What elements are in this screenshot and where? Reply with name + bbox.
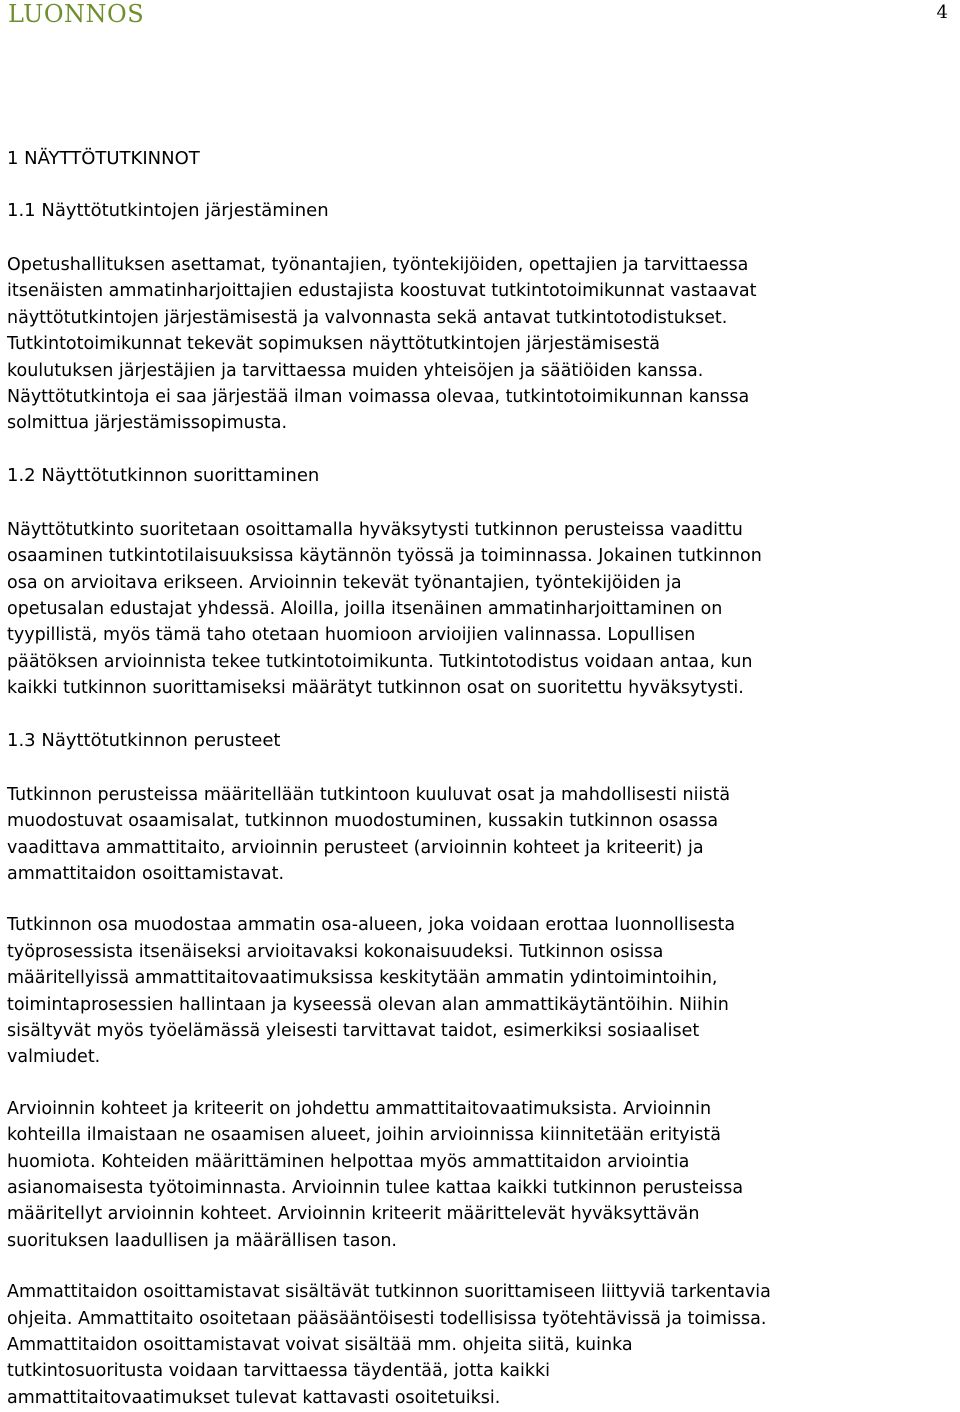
text-line: Tutkinnon perusteissa määritellään tutkintoon kuuluvat osat ja mahdollisesti niistä — [7, 784, 731, 805]
text-line: määritellyt arvioinnin kohteet. Arvioinnin kriteerit määrittelevät hyväksyttävän — [7, 1204, 700, 1225]
text-line: ohjeita. Ammattitaito osoitetaan pääsääntöisesti todellisissa työtehtävissä ja toimissa. — [7, 1308, 767, 1329]
paragraph-completion — [7, 517, 955, 702]
paragraph-demonstration — [7, 1279, 955, 1411]
text-line: huomiota. Kohteiden määrittäminen helpottaa myös ammattitaidon arviointia — [7, 1151, 690, 1172]
paragraph-organizing — [7, 252, 955, 437]
text-line: solmittua järjestämissopimusta. — [7, 413, 288, 434]
text-line: muodostuvat osaamisalat, tutkinnon muodostuminen, kussakin tutkinnon osassa — [7, 811, 719, 832]
paragraph-unit — [7, 912, 955, 1070]
text-line: Tutkintotoimikunnat tekevät sopimuksen näyttötutkintojen järjestämisestä — [7, 334, 660, 355]
text-line: osaaminen tutkintotilaisuuksissa käytännön työssä ja toiminnassa. Jokainen tutkinnon — [7, 546, 762, 567]
text-line: opetusalan edustajat yhdessä. Aloilla, joilla itsenäinen ammatinharjoittaminen on — [7, 599, 723, 620]
paragraph-basis — [7, 782, 955, 888]
text-line: kaikki tutkinnon suorittamiseksi määrätyt tutkinnon osat on suoritettu hyväksytysti. — [7, 678, 744, 699]
paragraph-assessment — [7, 1096, 955, 1254]
text-line: Arvioinnin kohteet ja kriteerit on johdettu ammattitaitovaatimuksista. Arvioinnin — [7, 1098, 712, 1119]
text-line: Opetushallituksen asettamat, työnantajien, työntekijöiden, opettajien ja tarvittaessa — [7, 255, 749, 275]
text-line: näyttötutkintojen järjestämisestä ja valvonnasta sekä antavat tutkintotodistukset. — [7, 307, 728, 328]
text-line: toimintaprosessien hallintaan ja kyseessä olevan alan ammattikäytäntöihin. Niihin — [7, 994, 729, 1015]
section-heading-1: 1 NÄYTTÖTUTKINNOT — [7, 148, 200, 169]
text-line: tutkintosuoritusta voidaan tarvittaessa täydentää, jotta kaikki — [7, 1361, 550, 1382]
text-line: Näyttötutkinto suoritetaan osoittamalla hyväksytysti tutkinnon perusteissa vaadittu — [7, 519, 743, 540]
document-status-title: LUONNOS — [8, 0, 145, 28]
section-heading-1-2: 1.2 Näyttötutkinnon suorittaminen — [7, 464, 320, 486]
section-heading-1-1: 1.1 Näyttötutkintojen järjestäminen — [7, 200, 329, 221]
document-body — [7, 146, 955, 1411]
section-heading-1-3: 1.3 Näyttötutkinnon perusteet — [7, 729, 281, 751]
page-number: 4 — [936, 2, 948, 23]
text-line: asianomaisesta työtoiminnasta. Arvioinnin tulee kattaa kaikki tutkinnon perusteissa — [7, 1177, 744, 1198]
text-line: suorituksen laadullisen ja määrällisen tason. — [7, 1230, 397, 1251]
text-line: määritellyissä ammattitaitovaatimuksissa keskitytään ammatin ydintoimintoihin, — [7, 968, 718, 989]
text-line: Ammattitaidon osoittamistavat voivat sisältää mm. ohjeita siitä, kuinka — [7, 1335, 633, 1355]
text-line: valmiudet. — [7, 1047, 101, 1068]
text-line: Näyttötutkintoja ei saa järjestää ilman voimassa olevaa, tutkintotoimikunnan kanssa — [7, 387, 750, 408]
text-line: osa on arvioitava erikseen. Arvioinnin tekevät työnantajien, työntekijöiden ja — [7, 572, 682, 593]
text-line: ammattitaitovaatimukset tulevat kattavasti osoitetuiksi. — [7, 1387, 501, 1408]
text-line: päätöksen arvioinnista tekee tutkintotoimikunta. Tutkintotodistus voidaan antaa, kun — [7, 651, 753, 672]
text-line: sisältyvät myös työelämässä yleisesti tarvittavat taidot, esimerkiksi sosiaaliset — [7, 1020, 700, 1041]
text-line: koulutuksen järjestäjien ja tarvittaessa muiden yhteisöjen ja säätiöiden kanssa. — [7, 360, 704, 381]
text-line: kohteilla ilmaistaan ne osaamisen alueet, joihin arvioinnissa kiinnitetään erityistä — [7, 1125, 721, 1146]
text-line: työprosessista itsenäiseksi arvioitavaksi kokonaisuudeksi. Tutkinnon osissa — [7, 941, 664, 962]
text-line: Ammattitaidon osoittamistavat sisältävät tutkinnon suorittamiseen liittyviä tarkentavia — [7, 1282, 771, 1303]
text-line: ammattitaidon osoittamistavat. — [7, 863, 285, 884]
text-line: Tutkinnon osa muodostaa ammatin osa-alueen, joka voidaan erottaa luonnollisesta — [7, 915, 736, 936]
text-line: itsenäisten ammatinharjoittajien edustajista koostuvat tutkintotoimikunnat vastaavat — [7, 281, 757, 302]
text-line: tyypillistä, myös tämä taho otetaan huomioon arvioijien valinnassa. Lopullisen — [7, 625, 696, 646]
text-line: vaadittava ammattitaito, arvioinnin perusteet (arvioinnin kohteet ja kriteerit) ja — [7, 837, 704, 858]
